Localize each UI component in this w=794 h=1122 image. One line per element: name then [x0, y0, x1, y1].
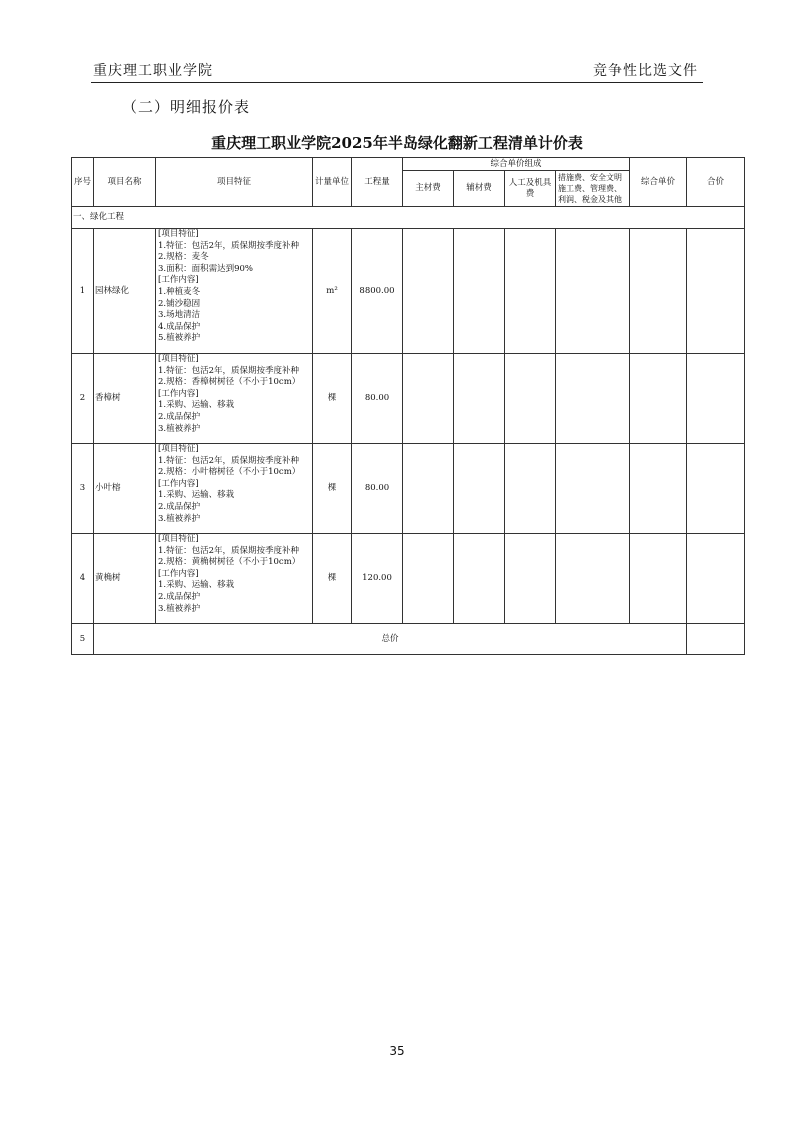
col-unit-price: 综合单价: [630, 158, 687, 207]
col-seq: 序号: [72, 158, 94, 207]
col-composite-group: 综合单价组成: [403, 158, 630, 171]
feature-line: [项目特征]: [158, 534, 199, 544]
feature-line: 4.成品保护: [158, 321, 201, 332]
col-unit: 计量单位: [313, 158, 352, 207]
row-main-material: [403, 229, 454, 354]
header-rule: [91, 82, 703, 83]
row-aux-material: [454, 444, 505, 534]
header-row-1: [72, 158, 745, 171]
feature-line: 5.植被养护: [158, 333, 201, 344]
feature-line: 1.种植麦冬: [158, 286, 201, 297]
row-qty: 120.00: [352, 534, 403, 624]
row-unit-price: [630, 444, 687, 534]
feature-line: 1.采购、运输、移栽: [158, 490, 235, 501]
table-row: [72, 534, 745, 624]
row-seq: 1: [72, 229, 94, 354]
row-qty: 80.00: [352, 354, 403, 444]
row-features: [156, 229, 313, 354]
feature-line: 2.铺沙稳固: [158, 298, 201, 309]
row-total: [687, 354, 745, 444]
row-seq: 2: [72, 354, 94, 444]
row-name: 香樟树: [94, 354, 156, 444]
table-row: [72, 229, 745, 354]
section-title: （二）明细报价表: [122, 98, 251, 116]
row-aux-material: [454, 229, 505, 354]
table-row: [72, 444, 745, 534]
feature-line: [项目特征]: [158, 354, 199, 364]
total-label: 总价: [94, 624, 687, 655]
feature-line: 1.采购、运输、移栽: [158, 400, 235, 411]
row-total: [687, 229, 745, 354]
col-measures: 措施费、安全文明施工费、管理费、利润、税金及其他: [556, 171, 630, 207]
col-total: 合价: [687, 158, 745, 207]
feature-line: 1.特征：包活2年，质保期按季度补种: [158, 545, 300, 556]
page-number: 35: [389, 1044, 405, 1058]
category-label: 一、绿化工程: [72, 207, 745, 229]
feature-line: [工作内容]: [158, 478, 199, 489]
header-document-type: 竞争性比选文件: [593, 63, 698, 79]
row-unit: 棵: [313, 534, 352, 624]
category-row: [72, 207, 745, 229]
feature-line: 2.成品保护: [158, 501, 201, 512]
row-measures: [556, 229, 630, 354]
col-main-material: 主材费: [403, 171, 454, 207]
feature-line: [工作内容]: [158, 275, 199, 286]
row-unit-price: [630, 354, 687, 444]
feature-line: 2.规格：麦冬: [158, 252, 209, 263]
row-features: [156, 444, 313, 534]
table-row: [72, 354, 745, 444]
feature-line: 3.面积：面积需达到90%: [158, 263, 254, 274]
col-aux-material: 辅材费: [454, 171, 505, 207]
row-measures: [556, 354, 630, 444]
price-table: [71, 157, 745, 655]
row-name: 小叶榕: [94, 444, 156, 534]
feature-line: [工作内容]: [158, 568, 199, 579]
feature-line: 3.植被养护: [158, 513, 201, 524]
row-labor: [505, 444, 556, 534]
feature-line: 2.规格：黄桷树树径（不小于10cm）: [158, 557, 301, 568]
row-unit: m²: [313, 229, 352, 354]
feature-line: 3.场地清洁: [158, 310, 201, 321]
feature-line: 3.植被养护: [158, 423, 201, 434]
row-total: [687, 444, 745, 534]
row-main-material: [403, 354, 454, 444]
row-aux-material: [454, 534, 505, 624]
row-main-material: [403, 534, 454, 624]
table-title: 重庆理工职业学院2025年半岛绿化翻新工程清单计价表: [211, 134, 583, 152]
row-name: 园林绿化: [94, 229, 156, 354]
feature-line: 2.规格：香樟树树径（不小于10cm）: [158, 377, 301, 388]
feature-line: [项目特征]: [158, 229, 199, 239]
row-seq: 3: [72, 444, 94, 534]
col-feature: 项目特征: [156, 158, 313, 207]
col-labor: 人工及机具费: [505, 171, 556, 207]
header-school-name: 重庆理工职业学院: [93, 63, 213, 79]
row-features: [156, 354, 313, 444]
row-labor: [505, 354, 556, 444]
row-unit: 棵: [313, 354, 352, 444]
col-name: 项目名称: [94, 158, 156, 207]
total-value: [687, 624, 745, 655]
row-qty: 8800.00: [352, 229, 403, 354]
row-unit-price: [630, 229, 687, 354]
feature-line: 1.特征：包活2年，质保期按季度补种: [158, 240, 300, 251]
row-qty: 80.00: [352, 444, 403, 534]
row-name: 黄桷树: [94, 534, 156, 624]
feature-line: [工作内容]: [158, 388, 199, 399]
col-qty: 工程量: [352, 158, 403, 207]
feature-line: 2.成品保护: [158, 411, 201, 422]
row-measures: [556, 444, 630, 534]
total-seq: 5: [72, 624, 94, 655]
feature-line: 2.成品保护: [158, 591, 201, 602]
feature-line: 1.采购、运输、移栽: [158, 580, 235, 591]
row-aux-material: [454, 354, 505, 444]
row-main-material: [403, 444, 454, 534]
row-measures: [556, 534, 630, 624]
feature-line: 3.植被养护: [158, 603, 201, 614]
row-unit: 棵: [313, 444, 352, 534]
feature-line: 1.特征：包活2年，质保期按季度补种: [158, 455, 300, 466]
row-features: [156, 534, 313, 624]
row-labor: [505, 229, 556, 354]
row-unit-price: [630, 534, 687, 624]
total-row: [72, 624, 745, 655]
row-total: [687, 534, 745, 624]
row-labor: [505, 534, 556, 624]
row-seq: 4: [72, 534, 94, 624]
feature-line: 2.规格：小叶榕树径（不小于10cm）: [158, 467, 301, 478]
feature-line: [项目特征]: [158, 444, 199, 454]
feature-line: 1.特征：包活2年，质保期按季度补种: [158, 365, 300, 376]
